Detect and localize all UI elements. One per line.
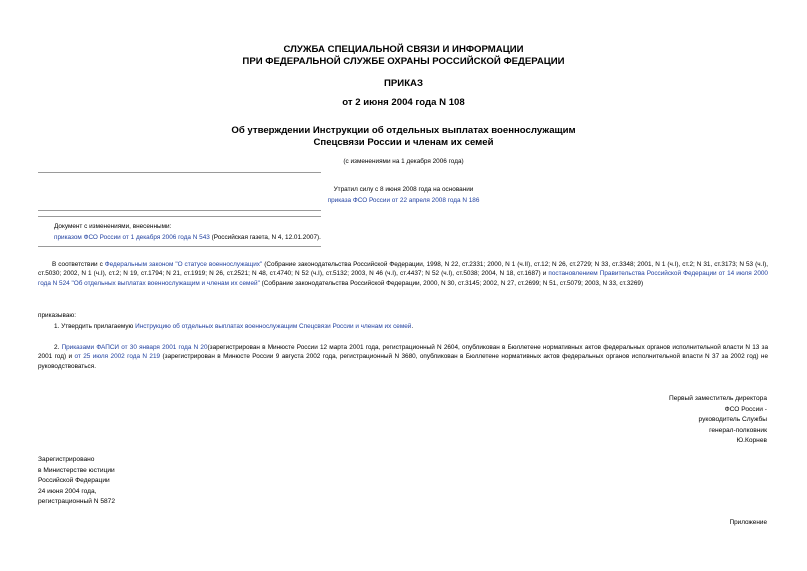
government-resolution-link[interactable]: постановлением Правительства Российской Федерации от 14 июля 2000 года N 524 "Об отдельных выплатах военнослужащим и членам их семей" bbox=[38, 270, 768, 287]
amendments-note: (с изменениями на 1 декабря 2006 года) bbox=[343, 158, 464, 165]
registration-date: 24 июня 2004 года, bbox=[38, 487, 97, 495]
order-label: приказываю: bbox=[38, 312, 76, 319]
doc-title-line1: Об утверждении Инструкции об отдельных выплатах военнослужащим bbox=[231, 125, 576, 136]
divider bbox=[38, 216, 321, 217]
lost-force-text: Утратил силу с 8 июня 2008 года на основании bbox=[333, 186, 474, 193]
divider bbox=[38, 246, 321, 247]
changes-link[interactable]: приказом ФСО России от 1 декабря 2006 года N 543 bbox=[54, 234, 210, 241]
registration-line: Зарегистрировано bbox=[38, 456, 95, 463]
signatory-name: Ю.Корнев bbox=[736, 437, 767, 444]
registration-number: регистрационный N 5872 bbox=[38, 498, 116, 505]
signature-line: генерал-полковник bbox=[709, 426, 767, 434]
order-item-text: 2. bbox=[54, 344, 62, 351]
order-item-text: (зарегистрирован в Минюсте России 12 марта 2001 года, регистрационный N 2604, опубликован в Бюллетене нормативных актов федеральных органов исполнительной власти N 13 за 2001 год) и bbox=[38, 344, 768, 361]
doc-date: от 2 июня 2004 года N 108 bbox=[342, 97, 465, 108]
federal-law-link[interactable]: Федеральным законом "О статусе военнослужащих" bbox=[104, 261, 263, 268]
fapsi-order-link-1[interactable]: Приказами ФАПСИ от 30 января 2001 года N 20 bbox=[61, 344, 208, 351]
appendix-label: Приложение bbox=[729, 519, 767, 526]
lost-force-link[interactable]: приказа ФСО России от 22 апреля 2008 года N 186 bbox=[327, 197, 480, 204]
registration-line: в Министерстве юстиции bbox=[38, 466, 115, 474]
order-item-2 bbox=[38, 343, 768, 371]
fapsi-order-link-2[interactable]: от 25 июля 2002 года N 219 bbox=[74, 353, 161, 361]
preamble-text: В соответствии с bbox=[52, 261, 105, 268]
registration-line: Российской Федерации bbox=[38, 477, 110, 484]
signature-line: руководитель Службы bbox=[698, 416, 767, 423]
order-item-1 bbox=[54, 322, 413, 331]
signature-block bbox=[669, 394, 767, 447]
preamble-paragraph bbox=[38, 260, 768, 288]
order-item-text: . bbox=[411, 323, 414, 330]
org-name-line2: ПРИ ФЕДЕРАЛЬНОЙ СЛУЖБЕ ОХРАНЫ РОССИЙСКОЙ ФЕДЕРАЦИИ bbox=[242, 56, 565, 67]
divider bbox=[38, 172, 321, 173]
changes-line bbox=[54, 233, 321, 242]
doc-title-line2: Спецсвязи России и членам их семей bbox=[313, 137, 494, 148]
changes-suffix: (Российская газета, N 4, 12.01.2007). bbox=[209, 234, 321, 241]
divider bbox=[38, 210, 321, 211]
order-item-text: (зарегистрирован в Минюсте России 9 августа 2002 года, регистрационный N 3680, опубликован в Бюллетене нормативных актов федеральных органов исполнительной власти N 37 за 2002 год) не руководствоваться. bbox=[38, 353, 769, 370]
registration-block bbox=[38, 455, 115, 508]
signature-line: Первый заместитель директора bbox=[668, 395, 767, 402]
instruction-link[interactable]: Инструкцию об отдельных выплатах военнослужащим Спецсвязи России и членам их семей bbox=[135, 323, 412, 330]
doc-type: ПРИКАЗ bbox=[384, 78, 423, 89]
preamble-text: (Собрание законодательства Российской Федерации, 2000, N 30, ст.3145; 2002, N 27, ст.2699; N 51, ст.5079; 2003, N 33, ст.3269) bbox=[259, 279, 644, 287]
signature-line: ФСО России - bbox=[724, 405, 767, 413]
org-name-line1: СЛУЖБА СПЕЦИАЛЬНОЙ СВЯЗИ И ИНФОРМАЦИИ bbox=[283, 44, 524, 55]
changes-intro: Документ с изменениями, внесенными: bbox=[54, 223, 172, 230]
preamble-text: (Собрание законодательства Российской Федерации, 1998, N 22, ст.2331; 2000, N 1 (ч.II), ст.12; N 26, ст.2729; N 33, ст.3348; 2001, N 1 (ч.I), ст.2; N 31, ст.3173; N 53 (ч.I), ст.5030; 2002, N 1 (ч.I), ст.2; N 19, ст.1794; N 21, ст.1919; N 26, ст.2521; N 48, ст.4740; N 52 (ч.I), ст.5132; 2003, N 46 (ч.I), ст.4437; N 52 (ч.I), ст.5038; 2004, N 18, ст.1687) и bbox=[38, 261, 768, 278]
order-item-text: 1. Утвердить прилагаемую bbox=[54, 323, 136, 330]
